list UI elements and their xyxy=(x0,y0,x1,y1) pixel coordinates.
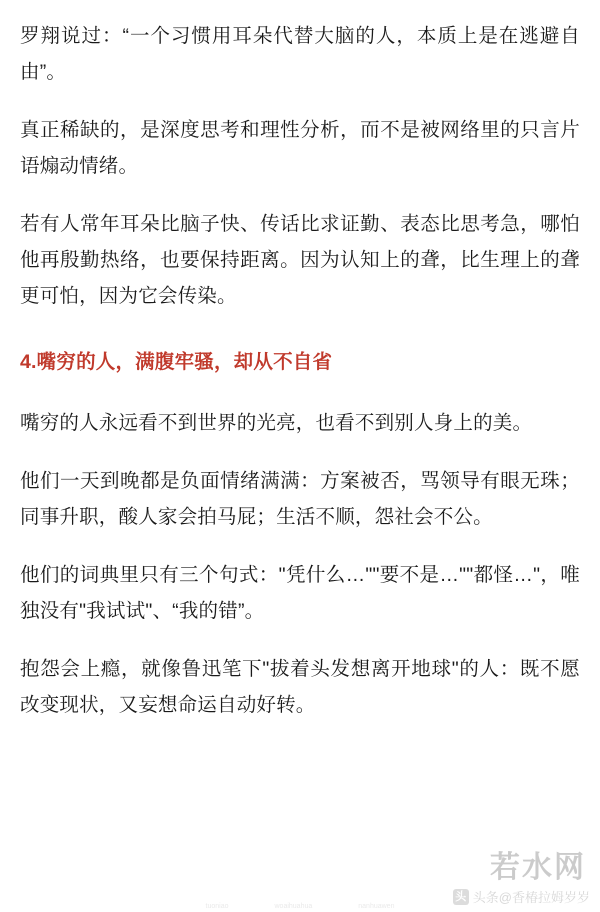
paragraph-2: 真正稀缺的，是深度思考和理性分析，而不是被网络里的只言片语煽动情绪。 xyxy=(20,119,580,178)
paragraph-4: 嘴穷的人永远看不到世界的光亮，也看不到别人身上的美。 xyxy=(20,411,533,434)
watermark-site-name: 若水网 xyxy=(490,851,586,884)
watermark-author-text: 头条@香椿拉姆岁岁 xyxy=(472,890,590,905)
section-heading-4: 4.嘴穷的人，满腹牢骚，却从不自省 xyxy=(20,351,333,374)
watermark-author-badge xyxy=(453,887,590,906)
footer-watermark-item-3: nanhuawen xyxy=(358,903,395,910)
toutiao-logo-icon: 头 xyxy=(453,889,469,905)
footer-watermark-item-2: woaihuahua xyxy=(274,903,313,910)
paragraph-6: 他们的词典里只有三个句式："凭什么…""要不是…""都怪…"，唯独没有"我试试"、“我的错”。 xyxy=(20,563,580,622)
footer-watermark-strip xyxy=(0,903,600,910)
paragraph-3: 若有人常年耳朵比脑子快、传话比求证勤、表态比思考急，哪怕他再殷勤热络，也要保持距离。因为认知上的聋，比生理上的聋更可怕，因为它会传染。 xyxy=(20,213,580,308)
paragraph-5: 他们一天到晚都是负面情绪满满：方案被否，骂领导有眼无珠；同事升职，酸人家会拍马屁；生活不顺，怨社会不公。 xyxy=(20,469,580,528)
paragraph-7: 抱怨会上瘾，就像鲁迅笔下"拔着头发想离开地球"的人：既不愿改变现状，又妄想命运自动好转。 xyxy=(20,657,580,716)
footer-watermark-item-1: tuoniao xyxy=(205,903,229,910)
paragraph-1: 罗翔说过：“一个习惯用耳朵代替大脑的人，本质上是在逃避自由”。 xyxy=(20,25,580,84)
